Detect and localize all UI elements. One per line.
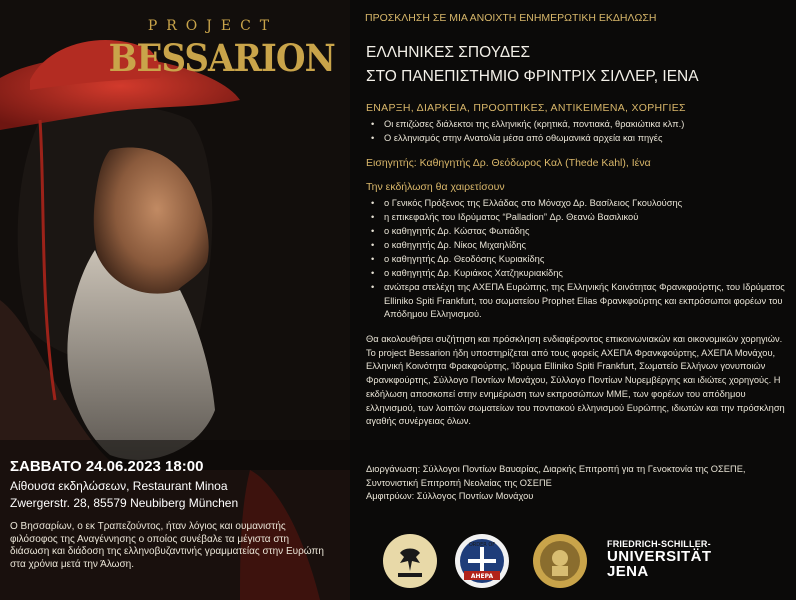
list-item: • ο καθηγητής Δρ. Νίκος Μιχαηλίδης bbox=[366, 239, 786, 253]
topics-list bbox=[366, 118, 786, 145]
speaker-line: Εισηγητής: Καθηγητής Δρ. Θεόδωρος Καλ (Thede Kahl), Ιένα bbox=[366, 157, 651, 169]
event-subtitle: ΕΝΑΡΞΗ, ΔΙΑΡΚΕΙΑ, ΠΡΟΟΠΤΙΚΕΣ, ΑΝΤΙΚΕΙΜΕΝΑ, ΧΟΡΗΓΙΕΣ bbox=[366, 102, 686, 114]
bessarion-bio: Ο Βησσαρίων, ο εκ Τραπεζούντος, ήταν λόγιος και ουμανιστής φιλόσοφος της Αναγέννησης ο οποίος συνέβαλε τα μέγιστα στη διάσωση και διάδοση της ελληνοβυζαντινής γραμματείας στην Ευρώπη στα χρόνια μετά την Άλωση. bbox=[10, 521, 324, 570]
list-item: • ο καθηγητής Δρ. Κυριάκος Χατζηκυριακίδης bbox=[366, 267, 786, 281]
list-item: • Ο ελληνισμός στην Ανατολία μέσα από οθωμανικά αρχεία και πηγές bbox=[366, 132, 786, 146]
organizer-line: Διοργάνωση: Σύλλογοι Ποντίων Βαυαρίας, Διαρκής Επιτροπή για τη Γενοκτονία της ΟΣΕΠΕ, Συντονιστική Επιτροπή Νεολαίας της ΟΣΕΠΕ bbox=[366, 464, 746, 488]
project-logo-main: BESSARION bbox=[108, 36, 335, 80]
invitation-header: ΠΡΟΣΚΛΗΣΗ ΣΕ ΜΙΑ ΑΝΟΙΧΤΗ ΕΝΗΜΕΡΩΤΙΚΗ ΕΚΔΗΛΩΣΗ bbox=[365, 12, 657, 24]
greeters-list bbox=[366, 197, 786, 322]
description-paragraph: Θα ακολουθήσει συζήτηση και πρόσκληση ενδιαφέροντος επικοινωνιακών και οικονομικών χορηγιών. Το project Bessarion ήδη υποστηρίζεται από τους φορείς ΑΧΕΠΑ Φρανκφούρτης, ΑΧΕΠΑ Μονάχου, Ελληνική Κοινότητα Φρακφούρτης, Ίδρυμα Elliniko Spiti Frankfurt, Σωματείο Ελλήνων γονυποιών Φρανκφούρτης, Σύλλογο Ποντίων Μονάχου, Σύλλογο Ποντίων Νυρεμβέργης και ιδιώτες χορηγούς. Η εκδήλωση αποσκοπεί στην ενημέρωση των εκπροσώπων ΜΜΕ, των φορέων του απόδημου ελληνισμού, των λοιπών σωματείων του ποντιακού ελληνισμού Ευρώπης, ιδιωτών και την πρόσκληση αγαθής συνέργειας όλων. bbox=[366, 334, 785, 427]
list-item: • Οι επιζώσες διάλεκτοι της ελληνικής (κρητικά, ποντιακά, θρακιώτικα κλπ.) bbox=[366, 118, 786, 132]
university-name-line2: UNIVERSITÄT bbox=[607, 548, 712, 565]
event-date: ΣΑΒΒΑΤΟ 24.06.2023 18:00 bbox=[10, 458, 204, 475]
university-wordmark bbox=[607, 539, 711, 579]
event-venue: Αίθουσα εκδηλώσεων, Restaurant Minoa bbox=[10, 479, 228, 493]
sponsor-logos bbox=[382, 533, 792, 593]
project-logo-top: PROJECT bbox=[147, 18, 279, 34]
ahepa-logo-top-text: ORDER OF bbox=[468, 542, 496, 548]
event-address: Zwergerstr. 28, 85579 Neubiberg München bbox=[10, 496, 239, 510]
ahepa-logo-bottom-text: AHEPA bbox=[470, 573, 494, 580]
host-line: Αμφιτρύων: Σύλλογος Ποντίων Μονάχου bbox=[366, 491, 534, 502]
event-title-line2: ΣΤΟ ΠΑΝΕΠΙΣΤΗΜΙΟ ΦΡΙΝΤΡΙΧ ΣΙΛΛΕΡ, ΙΕΝΑ bbox=[366, 68, 699, 85]
list-item: • ο καθηγητής Δρ. Θεοδόσης Κυριακίδης bbox=[366, 253, 786, 267]
university-name-line3: JENA bbox=[607, 563, 649, 580]
university-name-line1: FRIEDRICH-SCHILLER- bbox=[607, 539, 711, 549]
university-seal bbox=[532, 533, 588, 589]
greetings-heading: Την εκδήλωση θα χαιρετίσουν bbox=[366, 181, 505, 193]
event-title-line1: ΕΛΛΗΝΙΚΕΣ ΣΠΟΥΔΕΣ bbox=[366, 44, 531, 61]
list-item: • ο Γενικός Πρόξενος της Ελλάδας στο Μόναχο Δρ. Βασίλειος Γκουλούσης bbox=[366, 197, 786, 211]
list-item: • ανώτερα στελέχη της ΑΧΕΠΑ Ευρώπης, της Ελληνικής Κοινότητας Φρανκφούρτης, του Ιδρύματος Elliniko Spiti Frankfurt, του σωματείου Prophet Elias Φρανκφούρτης και εκπρόσωποι φορέων του Απόδημου Ελληνισμού. bbox=[366, 281, 786, 322]
event-details bbox=[10, 458, 345, 513]
pontian-association-logo bbox=[382, 533, 438, 589]
ahepa-logo bbox=[454, 533, 510, 589]
portrait-panel bbox=[0, 0, 350, 600]
organizers-block bbox=[366, 463, 786, 504]
list-item: • ο καθηγητής Δρ. Κώστας Φωτιάδης bbox=[366, 225, 786, 239]
list-item: • η επικεφαλής του Ιδρύματος “Palladion” Δρ. Θεανώ Βασιλικού bbox=[366, 211, 786, 225]
invitation-panel bbox=[350, 0, 796, 600]
